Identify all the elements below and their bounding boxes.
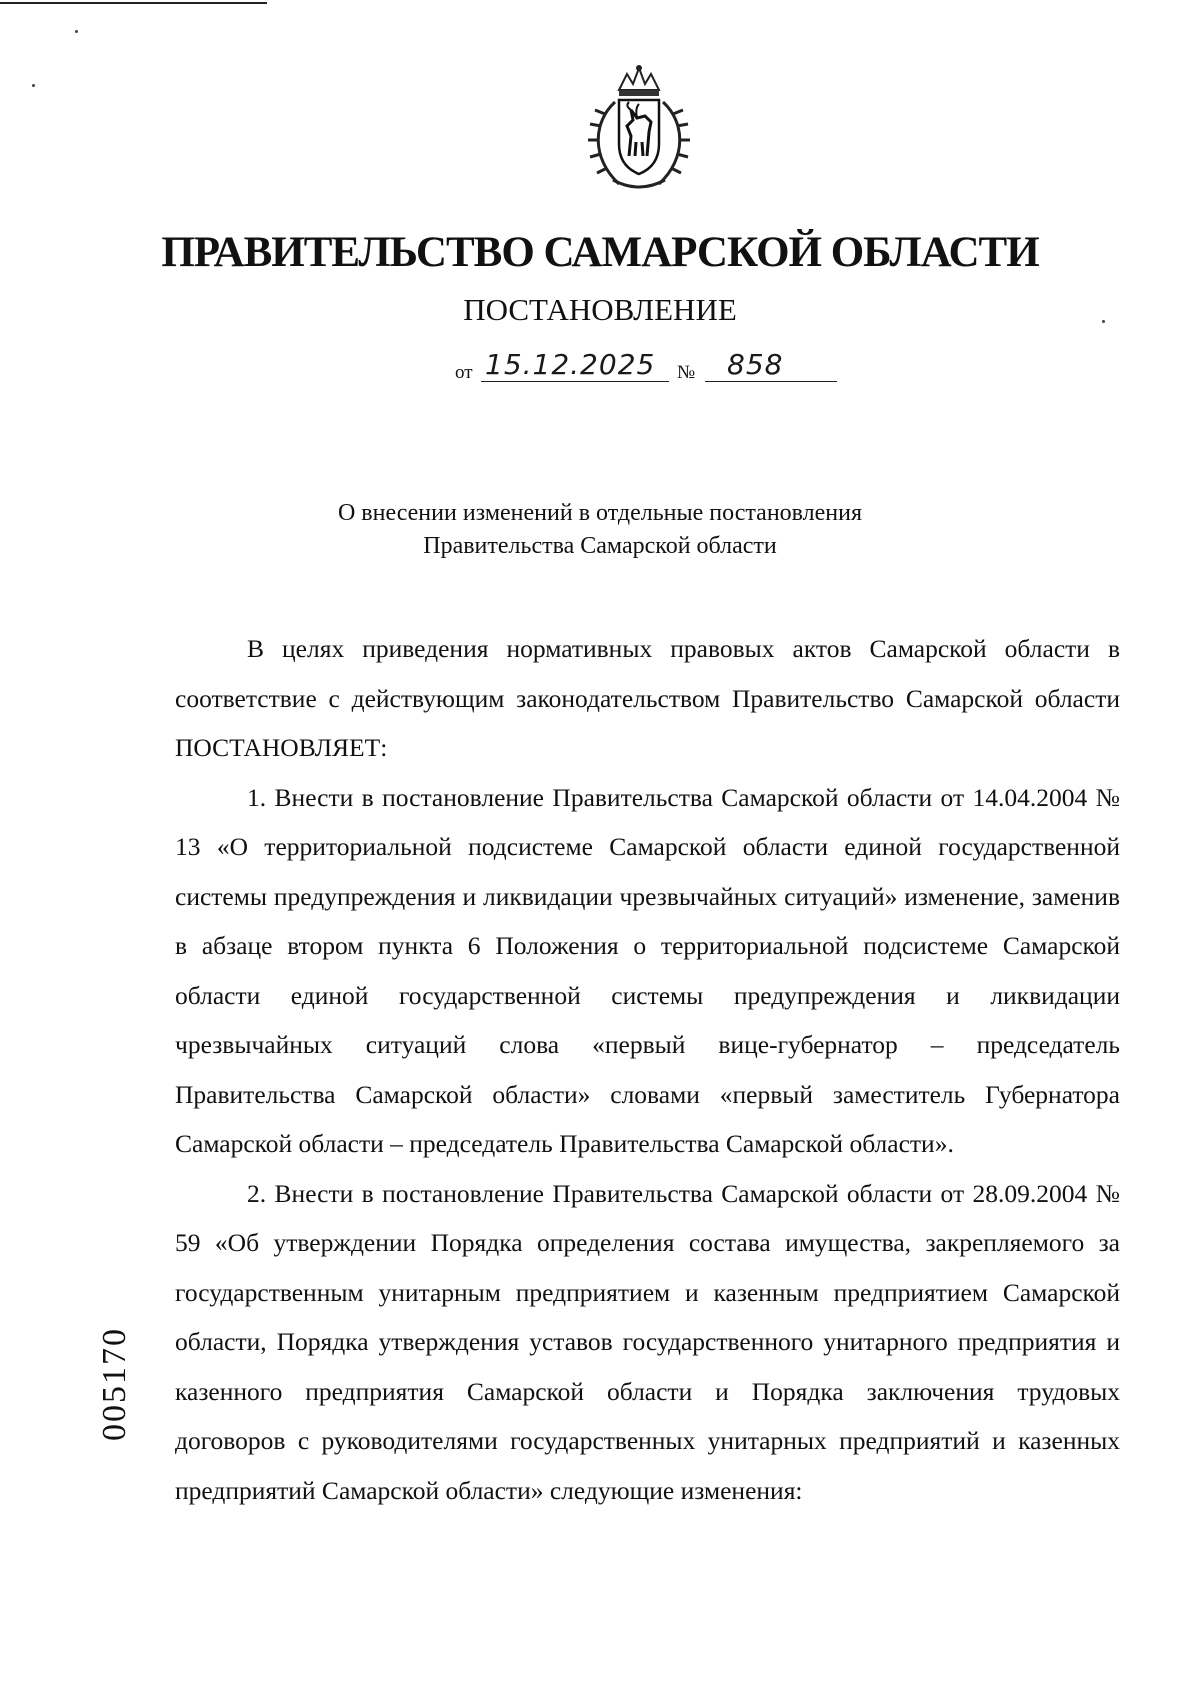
date-number-line — [455, 350, 855, 390]
document-body — [175, 624, 1120, 1515]
item-2-paragraph: 2. Внести в постановление Правительства Самарской области от 28.09.2004 № 59 «Об утверждении Порядка определения состава имущества, закрепляемого за государственным унитарным предприятием и казенным предприятием Самарской области, Порядка утверждения уставов государственного унитарного предприятия и казенного предприятия Самарской области и Порядка заключения трудовых договоров с руководителями государственных унитарных предприятий и казенных предприятий Самарской области» следующие изменения: — [175, 1178, 1120, 1505]
number-prefix: № — [677, 362, 696, 383]
preamble-paragraph: В целях приведения нормативных правовых актов Самарской области в соответствие с действующим законодательством Правительство Самарской области ПОСТАНОВЛЯЕТ: — [175, 634, 1120, 762]
number-underline — [705, 381, 837, 382]
subject-line-1: О внесении изменений в отдельные постановления — [337, 500, 863, 526]
handwritten-date: 15.12.2025 — [485, 348, 656, 381]
handwritten-number: 858 — [727, 348, 784, 381]
date-prefix: от — [455, 362, 473, 383]
document-kind: ПОСТАНОВЛЕНИЕ — [463, 292, 737, 327]
scan-speck — [75, 30, 78, 33]
registration-stamp: 005170 — [96, 1327, 133, 1441]
item-1-paragraph: 1. Внести в постановление Правительства Самарской области от 14.04.2004 № 13 «О территориальной подсистеме Самарской области единой государственной системы предупреждения и ликвидации чрезвычайных ситуаций» изменение, заменив в абзаце втором пункта 6 Положения о территориальной подсистеме Самарской области единой государственной системы предупреждения и ликвидации чрезвычайных ситуаций слова «первый вице-губернатор – председатель Правительства Самарской области» словами «первый заместитель Губернатора Самарской области – председатель Правительства Самарской области». — [175, 782, 1120, 1158]
subject-line-2: Правительства Самарской области — [423, 533, 777, 559]
date-underline — [481, 381, 669, 382]
scan-corner-line — [0, 2, 267, 4]
scan-speck — [32, 84, 35, 87]
document-subject — [0, 497, 1200, 563]
samara-coat-of-arms-icon — [575, 62, 703, 194]
government-title: ПРАВИТЕЛЬСТВО САМАРСКОЙ ОБЛАСТИ — [161, 229, 1039, 276]
